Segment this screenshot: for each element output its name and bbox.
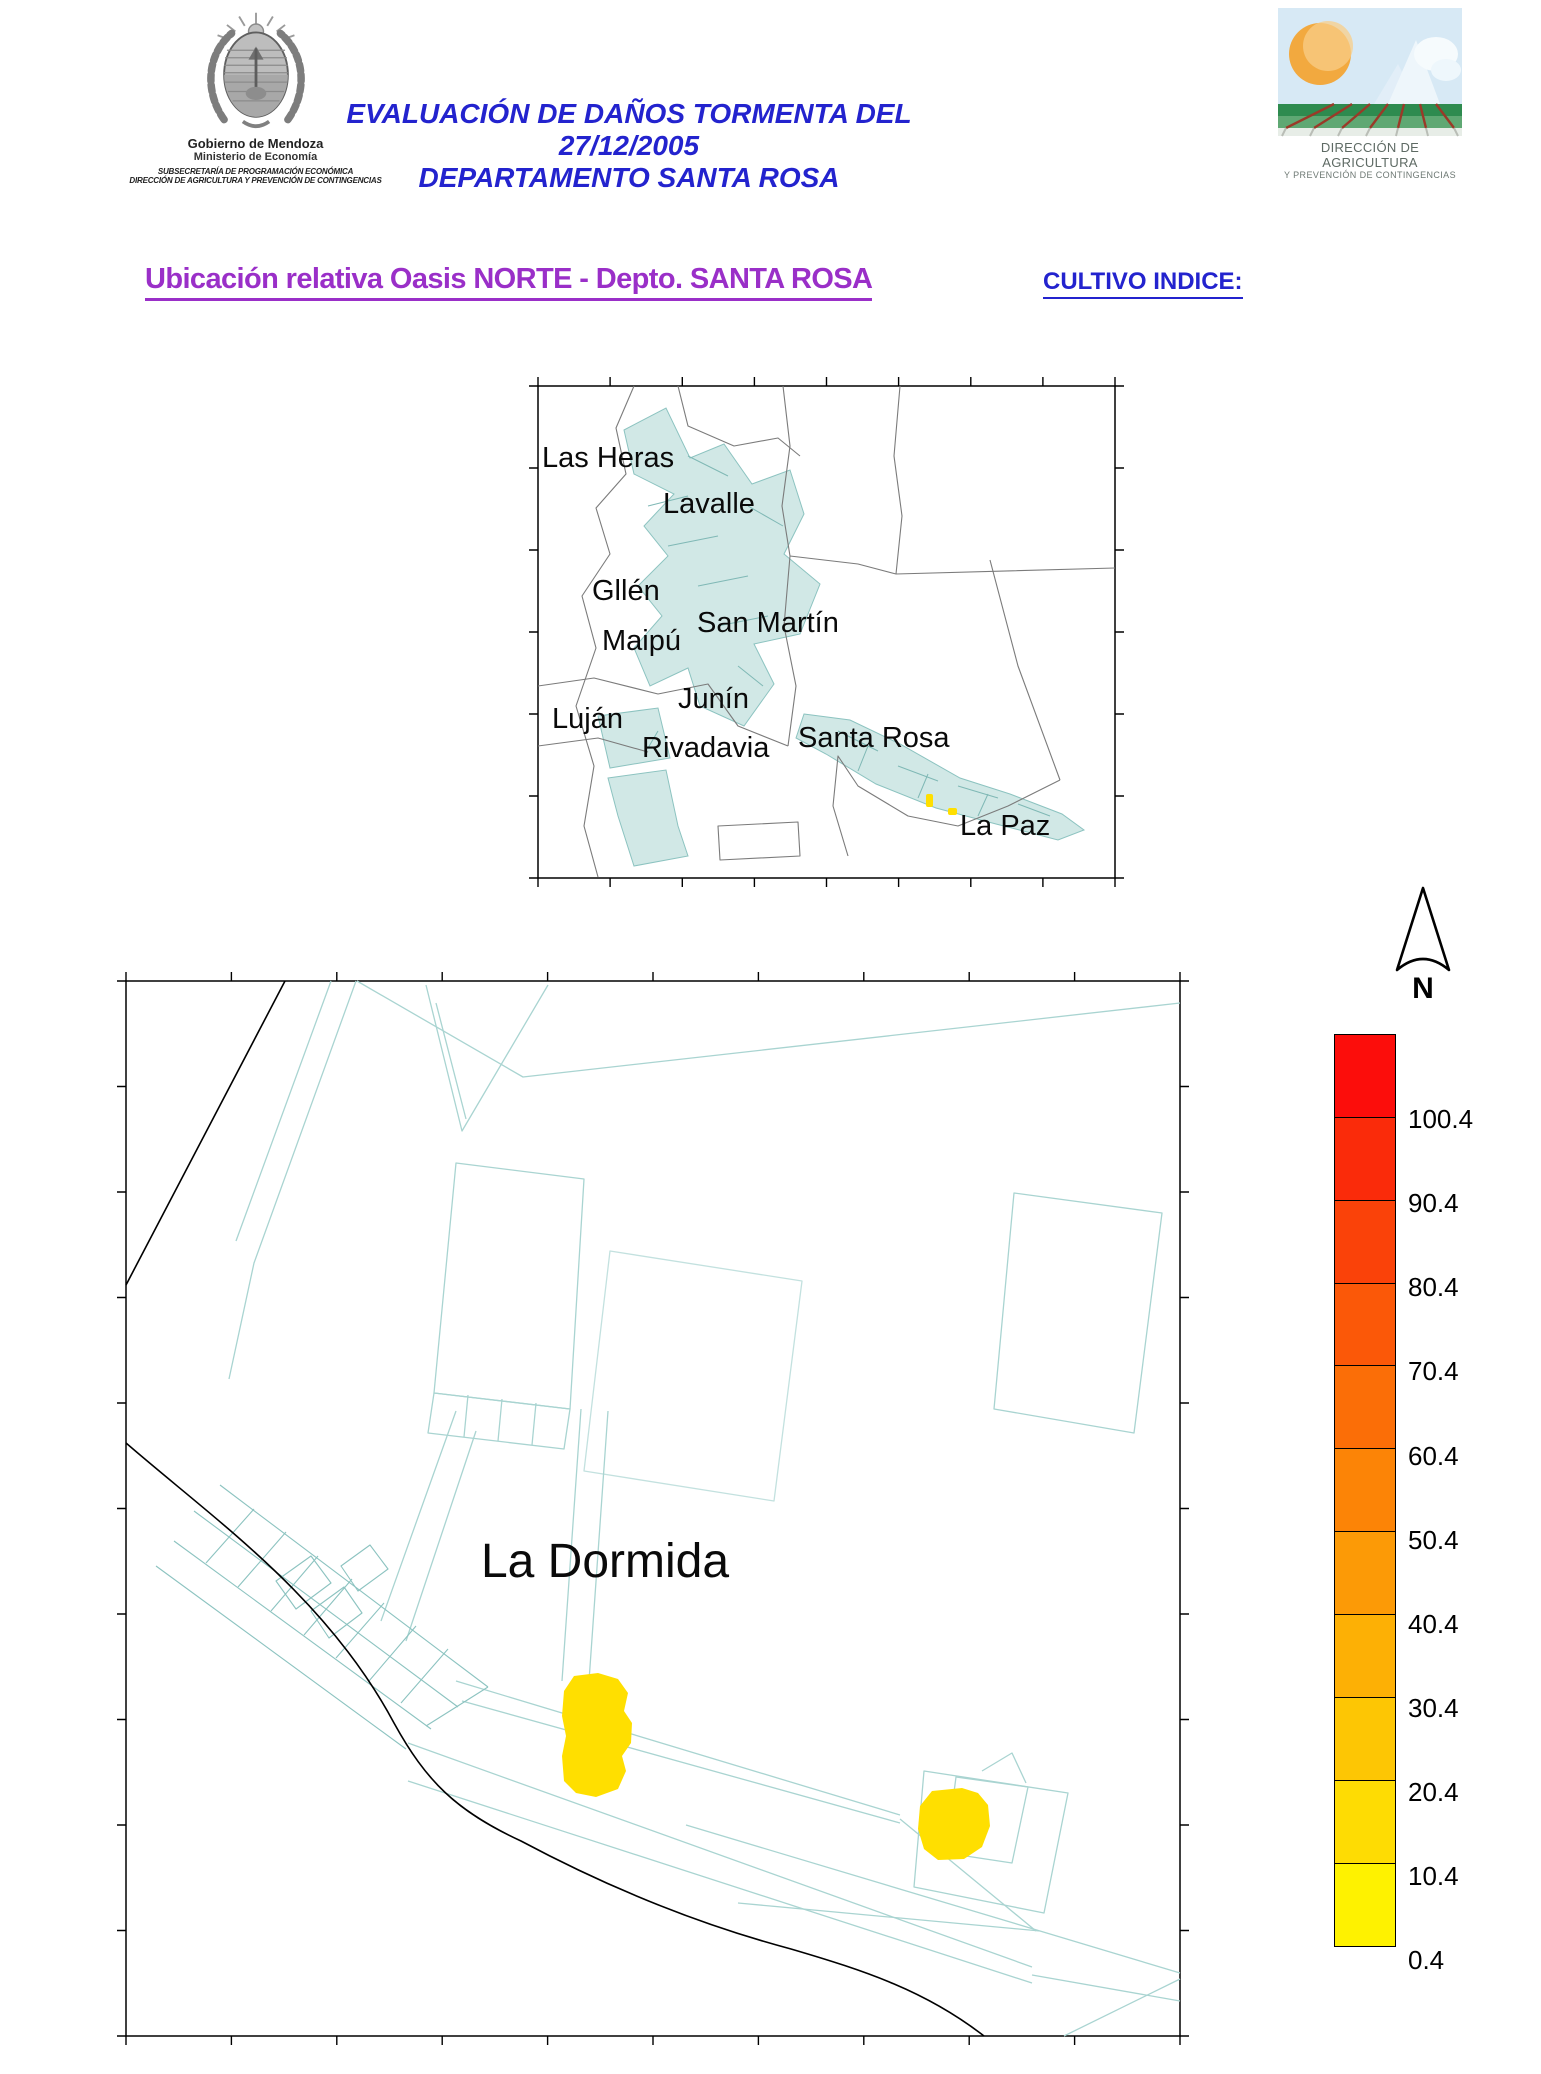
label-la-paz: La Paz [960, 810, 1051, 842]
label-gllen: Gllén [592, 575, 660, 607]
label-lavalle: Lavalle [663, 488, 755, 520]
agriculture-logo-block [1274, 8, 1466, 180]
legend-value: 70.4 [1408, 1356, 1459, 1387]
main-map-frame [126, 981, 1180, 2036]
sun-highlight [1303, 21, 1353, 71]
legend-value: 60.4 [1408, 1440, 1459, 1471]
gov-org-name: Gobierno de Mendoza [187, 136, 324, 151]
ribbon [242, 122, 268, 127]
agri-caption-line1: DIRECCIÓN DE AGRICULTURA [1320, 140, 1420, 170]
main-map [126, 981, 1180, 2036]
legend-value: 80.4 [1408, 1272, 1459, 1303]
overview-map [538, 386, 1115, 878]
legend-value: 10.4 [1408, 1861, 1459, 1891]
legend-value: 90.4 [1408, 1188, 1459, 1219]
label-lujan: Luján [552, 703, 623, 735]
cloud-small [1431, 59, 1461, 81]
legend-value: 0.4 [1408, 1945, 1445, 1976]
label-san-martin: San Martín [697, 607, 839, 639]
north-arrow-icon [1388, 884, 1458, 976]
label-rivadavia: Rivadavia [642, 732, 770, 764]
agri-caption-line2: Y PREVENCIÓN DE CONTINGENCIAS [1284, 170, 1456, 180]
label-la-dormida: La Dormida [480, 1535, 730, 1588]
gov-ministry-name: Ministerio de Economía [193, 151, 318, 163]
legend-value: 100.4 [1408, 1104, 1474, 1135]
north-indicator [1388, 884, 1458, 1006]
legend-value: 30.4 [1408, 1692, 1459, 1723]
gov-subsecretary-name: SUBSECRETARÍA DE PROGRAMACIÓN ECONÓMICA [157, 167, 354, 176]
page-title-line1: EVALUACIÓN DE DAÑOS TORMENTA DEL 27/12/2005 [346, 98, 912, 162]
page-title-line2: DEPARTAMENTO SANTA ROSA [418, 162, 840, 194]
label-las-heras: Las Heras [542, 442, 675, 474]
label-junin: Junín [678, 683, 749, 715]
agriculture-logo-icon [1278, 8, 1462, 136]
legend-value: 20.4 [1408, 1776, 1459, 1807]
legend-labels [1334, 1035, 1484, 1976]
clasped-hands [245, 87, 266, 100]
overview-map-heading: Ubicación relativa Oasis NORTE - Depto. SANTA ROSA [145, 263, 872, 301]
page-title [295, 98, 963, 195]
legend-value: 40.4 [1408, 1608, 1459, 1639]
label-santa-rosa: Santa Rosa [798, 722, 950, 754]
label-maipu: Maipú [602, 625, 681, 657]
north-label: N [1412, 972, 1434, 1005]
legend-heading: CULTIVO INDICE: [1043, 268, 1243, 299]
field-far [1278, 104, 1462, 116]
legend-value: 50.4 [1408, 1524, 1459, 1555]
gov-direction-name: DIRECCIÓN DE AGRICULTURA Y PREVENCIÓN DE CONTINGENCIAS [129, 176, 382, 185]
